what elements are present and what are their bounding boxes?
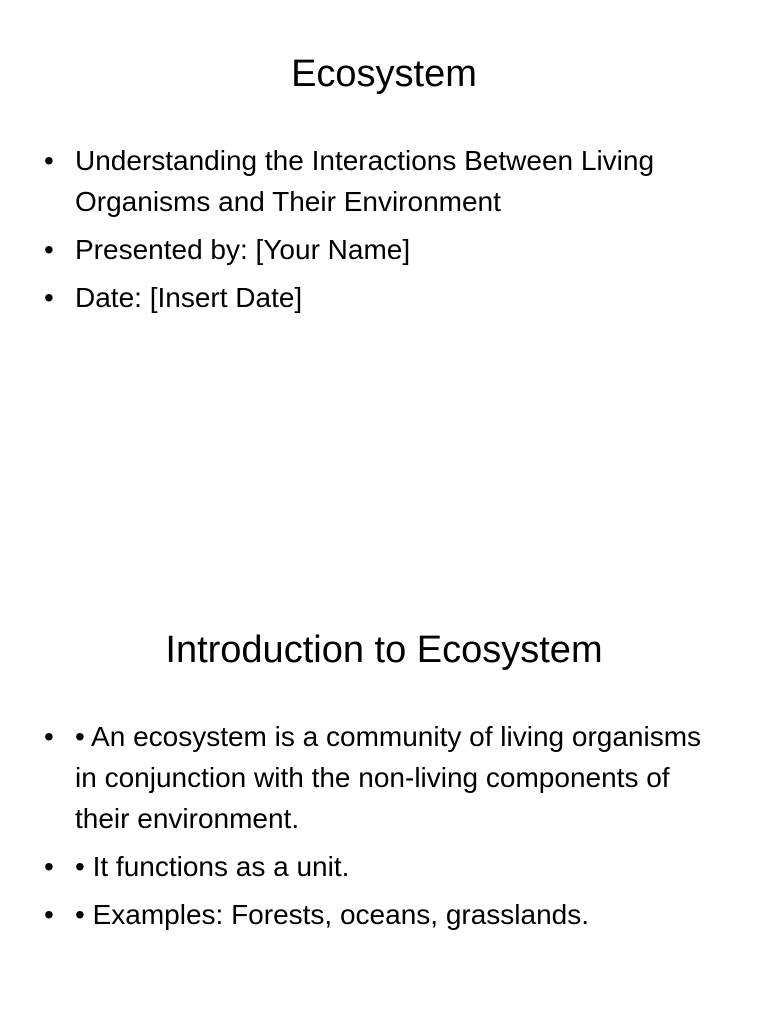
slide-introduction — [0, 576, 768, 1024]
slide-title: Introduction to Ecosystem — [165, 629, 603, 671]
bullet-text: • An ecosystem is a community of living organisms in conjunction with the non-living components of their environment. — [75, 721, 702, 834]
bullet-list — [44, 140, 704, 325]
bullet-dot-icon: • — [44, 282, 54, 313]
bullet-list — [44, 716, 704, 942]
bullet-text: • It functions as a unit. — [75, 851, 350, 882]
bullet-item — [44, 716, 704, 839]
bullet-item — [44, 894, 704, 935]
bullet-item — [44, 277, 704, 318]
bullet-text: • Examples: Forests, oceans, grasslands. — [75, 899, 590, 930]
bullet-dot-icon: • — [44, 145, 54, 176]
bullet-dot-icon: • — [44, 234, 54, 265]
bullet-dot-icon: • — [44, 851, 54, 882]
bullet-dot-icon: • — [44, 899, 54, 930]
bullet-item — [44, 229, 704, 270]
bullet-item — [44, 140, 704, 222]
bullet-text: Understanding the Interactions Between Living Organisms and Their Environment — [75, 145, 655, 217]
bullet-text: Date: [Insert Date] — [75, 282, 303, 313]
slide-title: Ecosystem — [291, 53, 477, 95]
bullet-text: Presented by: [Your Name] — [75, 234, 411, 265]
bullet-dot-icon: • — [44, 721, 54, 752]
bullet-item — [44, 846, 704, 887]
